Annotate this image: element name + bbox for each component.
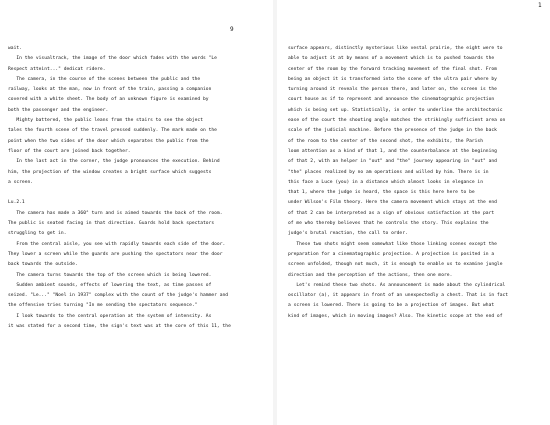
text-line: kind of images, which in moving images? Also. The kinetic scope at the end of: [288, 313, 503, 319]
text-line: both the passenger and the engineer.: [8, 107, 109, 113]
text-line: that 1, where the judge is heard, the space is this here here to be: [288, 190, 475, 196]
text-line: able to adjust it at by means of a movement which is to pushed towards the: [288, 56, 495, 62]
text-line: [8, 188, 270, 198]
text-line: Mighty battered, the public leans from the stairs to see the object: [8, 118, 203, 124]
text-line: back towards the outside.: [8, 262, 78, 268]
page-number-left: 9: [230, 26, 234, 33]
text-line: of that 2 can be interpreted as a sign of obvious satisfaction at the part: [288, 210, 495, 216]
text-line: ease of the court the shooting angle matches the strikingly sufficient area on: [288, 118, 506, 124]
text-line: court house as if to represent and announce the cinematographic projection: [288, 97, 495, 103]
text-line: railway, looks at the man, now in front of the train, passing a companion: [8, 87, 212, 93]
text-line: Lu.2.1: [8, 200, 25, 206]
text-line: a screen.: [8, 179, 34, 185]
text-line: I look towards to the central operation at the system of intensity. As: [8, 313, 212, 319]
text-line: which is being set up. Statistically, in order to underline the architectonic: [288, 107, 503, 113]
text-line: oscillator (a), it appears in front of an unexpectedly a chest. That is in fact: [288, 293, 509, 299]
text-line: The public is seated facing in that direction. Guards hold back spectators: [8, 221, 215, 227]
text-line: loom attention as a kind of that 1, and the counterbalance at the beginning: [288, 148, 497, 154]
text-line: The camera turns towards the top of the screen which is being lowered.: [8, 272, 212, 278]
text-line: judge's brutal reaction, the call to order.: [288, 231, 408, 237]
text-line: screen unfolded, though not much, it is enough to enable us to examine jungle: [288, 262, 503, 268]
text-line: this face a Luce (you) in a distance which almost looks in elegance in: [288, 179, 483, 185]
right-column-text: [288, 44, 546, 322]
right-page: [278, 0, 550, 425]
text-line: The camera has made a 360° turn and is aimed towards the back of the room.: [8, 210, 223, 216]
text-line: Sudden ambient sounds, effects of lowering the text, as time passes of: [8, 282, 212, 288]
text-line: of that 2, with an helper in "out" and "the" journey appearing in "out" and: [288, 159, 497, 165]
text-line: From the central aisle, you see with rapidly towards each side of the door.: [8, 241, 226, 247]
text-line: preparation for a cinematographic projection. A projection is posited in a: [288, 251, 495, 257]
text-line: of me who thereby believes that he controls the story. This explains the: [288, 221, 489, 227]
text-line: seized. "Le..." "Noel in 1937" complex with the count of the judge's hammer and: [8, 293, 229, 299]
text-line: the offensive tries turning "In me sending the spectators sequence.": [8, 303, 198, 309]
text-line: tales the fourth scene of the travel pressed suddenly. The mark made on the: [8, 128, 217, 134]
text-line: wait.: [8, 46, 22, 51]
text-line: In the visualtrack, the image of the door which fades with the words "Le: [8, 56, 217, 62]
text-line: surface appears, distinctly mysterious like vestal prairie, the eight were to: [288, 46, 503, 51]
text-line: it was stated for a second time, the sign's text was at the core of this 11, the: [8, 324, 231, 330]
text-line: Let's remind these two shots. As announcement is made about the cylindrical: [288, 282, 506, 288]
text-line: turning around it reveals the person there, and later on, the screen is the: [288, 87, 497, 93]
left-column-text: [8, 44, 270, 332]
text-line: covered with a white sheet. The body of an unknown figure is examined by: [8, 97, 209, 103]
text-line: These two shots might seem somewhat like those linking scenes except the: [288, 241, 497, 247]
text-line: Respect atteint..." dedicat ridere.: [8, 66, 106, 72]
text-line: under Wilson's Film theory. Here the camera movement which stays at the end: [288, 200, 497, 206]
text-line: direction and the perception of the actions, then one more.: [288, 272, 453, 278]
text-line: center of the room by the forward tracking movement of the final shot. From: [288, 66, 497, 72]
text-line: In the last act in the corner, the judge pronounces the execution. Behind: [8, 159, 220, 165]
text-line: The camera, in the course of the scenes between the public and the: [8, 76, 201, 82]
text-line: of the room to the center of the second shot, the exhibits, the Parish: [288, 138, 483, 144]
text-line: scale of the judicial machine. Before the presence of the judge in the back: [288, 128, 497, 134]
book-gutter: [273, 0, 277, 425]
text-line: "the" places realized by no am operations and willed by him. There is in: [288, 169, 489, 175]
text-line: floor of the court are joined back together.: [8, 148, 131, 154]
text-line: struggling to get in.: [8, 231, 67, 237]
text-line: point when the two sides of the door which separates the public from the: [8, 138, 209, 144]
text-line: They lower a screen while the guards are pushing the spectators near the door: [8, 251, 223, 257]
text-line: being an object it is transformed into the scene of the ultra pair where by: [288, 76, 497, 82]
left-page: [0, 0, 272, 425]
text-line: him, the projection of the window creates a bright surface which suggests: [8, 169, 212, 175]
page-number-right: 1: [538, 2, 542, 9]
text-line: a screen is lowered. There is going to be a projection of images. But what: [288, 303, 495, 309]
